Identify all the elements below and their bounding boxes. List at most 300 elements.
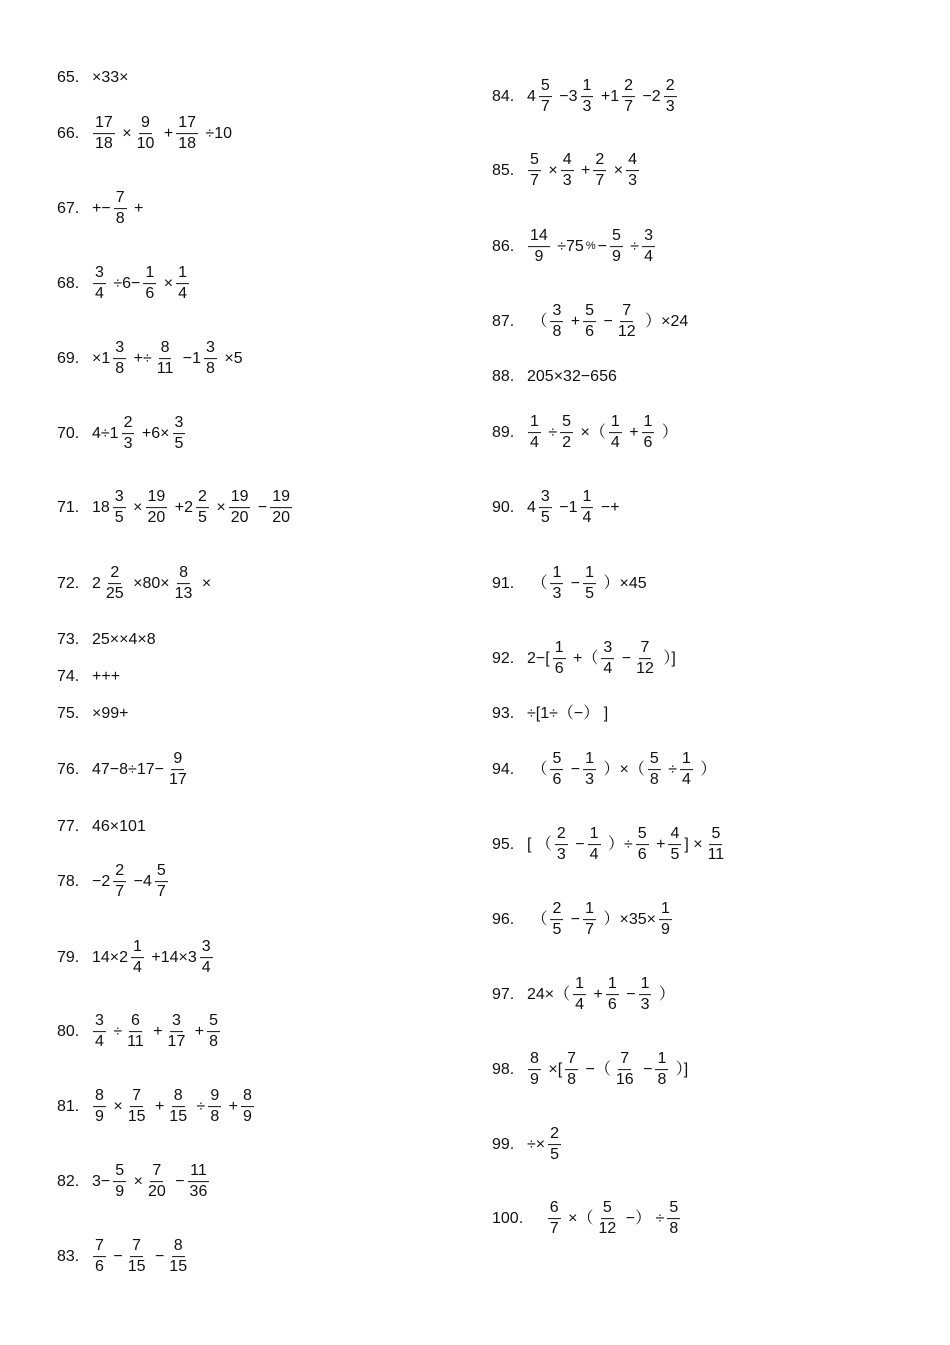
expression-text: +1 xyxy=(596,88,620,105)
problem-number: 72. xyxy=(57,575,80,592)
problem-number: 94. xyxy=(492,761,515,778)
fraction-numerator: 5 xyxy=(601,1199,614,1219)
expression-text: ÷ xyxy=(543,424,558,441)
fraction xyxy=(539,488,552,528)
expression-text: × xyxy=(117,125,132,142)
fraction-denominator: 6 xyxy=(554,660,564,678)
fraction-numerator: 2 xyxy=(664,77,677,97)
problem-number: 85. xyxy=(492,162,515,179)
fraction-denominator: 5 xyxy=(550,1146,560,1164)
fraction-denominator: 3 xyxy=(640,996,650,1014)
expression-text: ÷10 xyxy=(200,125,233,142)
fraction-denominator: 3 xyxy=(556,846,566,864)
expression-text: − xyxy=(566,911,581,928)
fraction-denominator: 9 xyxy=(243,1108,252,1126)
problem-item xyxy=(57,819,147,835)
fraction xyxy=(614,1050,636,1090)
problem-number: 81. xyxy=(57,1098,80,1115)
fraction-numerator: 8 xyxy=(172,1237,185,1257)
expression-text: + xyxy=(651,836,666,853)
fraction-numerator: 19 xyxy=(270,488,292,508)
fraction-denominator: 3 xyxy=(585,771,595,789)
fraction-denominator: 8 xyxy=(567,1071,577,1089)
fraction-numerator: 5 xyxy=(560,413,573,433)
expression-text: − xyxy=(570,836,585,853)
math-expression xyxy=(91,1087,256,1127)
fraction-denominator: 8 xyxy=(115,210,125,228)
expression-text: −3 xyxy=(554,88,578,105)
expression-text: ×[ xyxy=(543,1061,563,1078)
fraction-denominator: 11 xyxy=(707,846,725,864)
expression-text: −4 xyxy=(129,873,152,890)
fraction xyxy=(573,975,586,1015)
fraction-numerator: 5 xyxy=(610,227,623,247)
fraction-numerator: 1 xyxy=(573,975,586,995)
expression-text: − xyxy=(599,313,613,330)
fraction-numerator: 2 xyxy=(593,151,606,171)
fraction xyxy=(229,488,251,528)
fraction xyxy=(548,1199,561,1239)
fraction-denominator: 7 xyxy=(530,172,539,190)
fraction-denominator: 9 xyxy=(95,1108,104,1126)
math-expression xyxy=(91,189,144,229)
math-expression xyxy=(91,564,212,604)
problem-item xyxy=(57,632,157,648)
fraction-denominator: 4 xyxy=(95,285,104,303)
expression-text: ÷× xyxy=(527,1136,546,1153)
problem-item xyxy=(492,900,674,940)
fraction-numerator: 17 xyxy=(93,114,115,134)
fraction-denominator: 20 xyxy=(147,509,166,527)
problem-number: 71. xyxy=(57,499,80,516)
fraction xyxy=(528,151,541,191)
fraction xyxy=(93,1237,106,1277)
fraction xyxy=(636,825,649,865)
fraction xyxy=(528,413,541,453)
fraction-denominator: 9 xyxy=(530,1071,539,1089)
fraction xyxy=(208,1087,221,1127)
fraction-numerator: 2 xyxy=(196,488,209,508)
problem-number: 100. xyxy=(492,1210,524,1227)
fraction-denominator: 7 xyxy=(595,172,605,190)
fraction-numerator: 2 xyxy=(550,900,563,920)
fraction xyxy=(550,302,563,342)
fraction-denominator: 6 xyxy=(607,996,617,1014)
expression-text: ×80× xyxy=(128,575,170,592)
fraction-numerator: 5 xyxy=(113,1162,126,1182)
fraction-numerator: 7 xyxy=(150,1162,163,1182)
expression-text: +++ xyxy=(92,668,121,685)
fraction-numerator: 1 xyxy=(655,1050,668,1070)
fraction xyxy=(667,1199,680,1239)
expression-text: 4 xyxy=(527,499,536,516)
expression-text: +2 xyxy=(170,499,193,516)
fraction xyxy=(610,227,623,267)
problem-number: 91. xyxy=(492,575,515,592)
problem-item xyxy=(492,706,609,722)
problem-number: 78. xyxy=(57,873,80,890)
fraction xyxy=(583,900,596,940)
fraction-denominator: 25 xyxy=(105,585,124,603)
problem-item xyxy=(492,302,689,342)
fraction-denominator: 15 xyxy=(127,1258,146,1276)
problem-item xyxy=(492,825,728,865)
fraction xyxy=(655,1050,668,1090)
percent-sign: % xyxy=(585,240,596,253)
math-expression xyxy=(91,706,129,722)
fraction xyxy=(581,488,594,528)
fraction-denominator: 18 xyxy=(95,135,113,153)
math-expression xyxy=(526,151,641,191)
expression-text: −1 xyxy=(554,499,578,516)
problem-number: 70. xyxy=(57,425,80,442)
expression-text: ÷75 xyxy=(552,238,584,255)
fraction xyxy=(528,1050,541,1090)
fraction-numerator: 1 xyxy=(642,413,655,433)
fraction-denominator: 4 xyxy=(133,959,142,977)
fraction-numerator: 7 xyxy=(114,189,127,209)
fraction-numerator: 17 xyxy=(176,114,198,134)
problem-number: 75. xyxy=(57,705,80,722)
expression-text: 24×（ xyxy=(527,986,571,1003)
fraction-denominator: 4 xyxy=(201,959,211,977)
fraction-numerator: 1 xyxy=(639,975,652,995)
fraction-denominator: 11 xyxy=(127,1033,144,1051)
fraction xyxy=(634,639,656,679)
expression-text: 4 xyxy=(527,88,536,105)
fraction-numerator: 4 xyxy=(561,151,574,171)
math-expression xyxy=(91,414,187,454)
fraction xyxy=(609,413,622,453)
expression-text: − xyxy=(621,986,636,1003)
fraction-numerator: 3 xyxy=(173,414,186,434)
fraction-numerator: 19 xyxy=(229,488,251,508)
fraction-numerator: 2 xyxy=(622,77,635,97)
expression-text: + xyxy=(566,313,581,330)
problem-number: 95. xyxy=(492,836,515,853)
fraction-denominator: 8 xyxy=(210,1108,220,1126)
fraction-numerator: 3 xyxy=(113,339,126,359)
fraction xyxy=(528,227,550,267)
fraction-denominator: 10 xyxy=(136,135,155,153)
fraction xyxy=(135,114,157,154)
fraction-numerator: 1 xyxy=(609,413,622,433)
fraction-denominator: 9 xyxy=(611,248,621,266)
expression-text: ÷ xyxy=(625,238,640,255)
fraction-numerator: 5 xyxy=(207,1012,220,1032)
problem-number: 97. xyxy=(492,986,515,1003)
fraction-denominator: 4 xyxy=(610,434,620,452)
problem-item xyxy=(492,227,657,267)
fraction xyxy=(588,825,601,865)
fraction-denominator: 2 xyxy=(562,434,572,452)
fraction-numerator: 8 xyxy=(93,1087,106,1107)
problem-number: 68. xyxy=(57,275,80,292)
fraction xyxy=(125,1012,146,1052)
problem-item xyxy=(492,750,717,790)
fraction-denominator: 11 xyxy=(156,360,174,378)
fraction xyxy=(539,77,552,117)
expression-text: ）×45 xyxy=(599,575,647,592)
fraction xyxy=(143,264,156,304)
fraction xyxy=(560,413,573,453)
fraction xyxy=(173,564,195,604)
fraction-numerator: 3 xyxy=(93,264,106,284)
expression-text: ÷ xyxy=(663,761,677,778)
expression-text: + xyxy=(129,200,144,217)
fraction-numerator: 8 xyxy=(177,564,190,584)
expression-text: +6× xyxy=(137,425,170,442)
fraction-denominator: 8 xyxy=(206,360,215,378)
problem-number: 99. xyxy=(492,1136,515,1153)
fraction-numerator: 1 xyxy=(680,750,693,770)
fraction-numerator: 5 xyxy=(648,750,661,770)
fraction xyxy=(561,151,574,191)
fraction xyxy=(122,414,135,454)
fraction xyxy=(167,1237,189,1277)
problem-number: 86. xyxy=(492,238,515,255)
problem-item xyxy=(492,77,679,117)
problem-number: 67. xyxy=(57,200,80,217)
problem-item xyxy=(57,114,233,154)
fraction-denominator: 6 xyxy=(552,771,562,789)
fraction xyxy=(166,1012,188,1052)
expression-text: ）÷ xyxy=(603,836,633,853)
fraction xyxy=(648,750,661,790)
fraction xyxy=(626,151,639,191)
expression-text: −（ xyxy=(581,1061,611,1078)
fraction-denominator: 15 xyxy=(127,1108,146,1126)
fraction-denominator: 8 xyxy=(115,360,125,378)
fraction xyxy=(550,750,563,790)
problem-item xyxy=(57,938,215,978)
expression-text: × xyxy=(129,1173,143,1190)
fraction xyxy=(155,339,176,379)
problem-number: 98. xyxy=(492,1061,515,1078)
fraction-numerator: 3 xyxy=(539,488,552,508)
problem-number: 76. xyxy=(57,761,80,778)
math-expression xyxy=(91,819,147,835)
problem-item xyxy=(57,339,244,379)
expression-text: ） xyxy=(657,424,678,441)
math-expression xyxy=(91,114,233,154)
fraction-numerator: 3 xyxy=(204,339,217,359)
expression-text: （ xyxy=(527,575,548,592)
fraction-numerator: 1 xyxy=(581,488,594,508)
fraction-denominator: 8 xyxy=(649,771,659,789)
fraction-numerator: 7 xyxy=(130,1087,143,1107)
fraction-numerator: 3 xyxy=(170,1012,183,1032)
fraction-numerator: 6 xyxy=(129,1012,142,1032)
expression-text: ÷[1÷（−） ] xyxy=(527,705,609,722)
fraction-denominator: 20 xyxy=(230,509,249,527)
fraction-denominator: 3 xyxy=(628,172,638,190)
expression-text: −1 xyxy=(178,350,202,367)
problem-number: 84. xyxy=(492,88,515,105)
expression-text: 4÷1 xyxy=(92,425,119,442)
expression-text: + xyxy=(589,986,603,1003)
fraction-denominator: 4 xyxy=(582,509,592,527)
fraction-denominator: 20 xyxy=(272,509,291,527)
fraction xyxy=(642,413,655,453)
fraction xyxy=(550,564,563,604)
fraction-denominator: 4 xyxy=(682,771,691,789)
fraction-denominator: 4 xyxy=(589,846,599,864)
fraction xyxy=(93,114,115,154)
math-expression xyxy=(526,1125,563,1165)
math-expression xyxy=(526,302,689,342)
expression-text: ）×（ xyxy=(599,761,645,778)
expression-text: − xyxy=(170,1173,185,1190)
expression-text: × xyxy=(211,499,226,516)
problem-item xyxy=(492,369,618,385)
fraction xyxy=(659,900,672,940)
fraction xyxy=(601,639,614,679)
fraction xyxy=(668,825,681,865)
expression-text: 47−8÷17− xyxy=(92,761,164,778)
problem-item xyxy=(492,151,641,191)
expression-text: − xyxy=(566,575,581,592)
expression-text: + xyxy=(224,1098,239,1115)
fraction-denominator: 15 xyxy=(169,1258,188,1276)
fraction-denominator: 3 xyxy=(665,98,675,116)
problem-number: 88. xyxy=(492,368,515,385)
problem-item xyxy=(492,1199,682,1239)
math-expression xyxy=(91,750,191,790)
expression-text: + xyxy=(159,125,174,142)
expression-text: 2−[ xyxy=(527,650,550,667)
problem-item xyxy=(492,1050,689,1090)
fraction xyxy=(126,1237,148,1277)
fraction-numerator: 9 xyxy=(139,114,152,134)
fraction xyxy=(270,488,292,528)
fraction-denominator: 6 xyxy=(145,285,155,303)
problem-number: 90. xyxy=(492,499,515,516)
expression-text: − xyxy=(566,761,581,778)
fraction-numerator: 9 xyxy=(171,750,184,770)
expression-text: 3− xyxy=(92,1173,111,1190)
fraction-denominator: 17 xyxy=(168,771,187,789)
problem-item xyxy=(492,639,677,679)
fraction-denominator: 18 xyxy=(178,135,196,153)
fraction-numerator: 3 xyxy=(601,639,614,659)
fraction xyxy=(131,938,144,978)
problem-number: 74. xyxy=(57,668,80,685)
math-expression xyxy=(526,1199,682,1239)
expression-text: ×99+ xyxy=(92,705,129,722)
problem-item xyxy=(57,750,191,790)
math-expression xyxy=(91,632,157,648)
expression-text: ）] xyxy=(671,1061,689,1078)
expression-text: +÷ xyxy=(129,350,152,367)
expression-text: +14×3 xyxy=(146,949,197,966)
math-expression xyxy=(91,938,215,978)
fraction xyxy=(583,750,596,790)
problem-number: 92. xyxy=(492,650,515,667)
fraction xyxy=(207,1012,220,1052)
fraction-denominator: 5 xyxy=(585,585,595,603)
fraction-denominator: 3 xyxy=(123,435,133,453)
expression-text: ×5 xyxy=(219,350,243,367)
expression-text: + xyxy=(148,1023,163,1040)
fraction-denominator: 6 xyxy=(643,434,653,452)
math-expression xyxy=(91,70,129,86)
fraction-numerator: 7 xyxy=(565,1050,578,1070)
problem-item xyxy=(57,1162,211,1202)
expression-text: 18 xyxy=(92,499,110,516)
fraction-denominator: 12 xyxy=(598,1220,617,1238)
expression-text: （ xyxy=(527,313,548,330)
problem-item xyxy=(492,413,679,453)
expression-text: × xyxy=(197,575,212,592)
fraction-numerator: 4 xyxy=(668,825,681,845)
expression-text: − xyxy=(253,499,268,516)
problem-number: 65. xyxy=(57,69,80,86)
fraction-denominator: 8 xyxy=(552,323,562,341)
fraction xyxy=(642,227,655,267)
fraction xyxy=(550,900,563,940)
math-expression xyxy=(91,1162,211,1202)
math-expression xyxy=(526,413,679,453)
fraction-numerator: 1 xyxy=(550,564,563,584)
fraction-numerator: 3 xyxy=(113,488,126,508)
fraction-numerator: 3 xyxy=(93,1012,106,1032)
fraction-numerator: 1 xyxy=(588,825,601,845)
fraction-numerator: 5 xyxy=(709,825,722,845)
fraction xyxy=(606,975,619,1015)
fraction-numerator: 3 xyxy=(642,227,655,247)
fraction-numerator: 3 xyxy=(200,938,213,958)
fraction-numerator: 5 xyxy=(539,77,552,97)
fraction-denominator: 4 xyxy=(530,434,539,452)
problem-number: 89. xyxy=(492,424,515,441)
fraction-denominator: 6 xyxy=(637,846,647,864)
fraction xyxy=(113,488,126,528)
problem-item xyxy=(57,564,212,604)
fraction-denominator: 7 xyxy=(624,98,633,116)
fraction-denominator: 7 xyxy=(156,883,166,901)
math-expression xyxy=(91,1237,191,1277)
problem-item xyxy=(57,706,129,722)
fraction-numerator: 1 xyxy=(176,264,189,284)
math-expression xyxy=(91,862,170,902)
expression-text: −2 xyxy=(92,873,111,890)
fraction xyxy=(596,1199,618,1239)
fraction-denominator: 6 xyxy=(95,1258,104,1276)
expression-text: ×1 xyxy=(92,350,111,367)
fraction-denominator: 4 xyxy=(95,1033,104,1051)
fraction xyxy=(188,1162,210,1202)
fraction-numerator: 5 xyxy=(528,151,541,171)
expression-text: − xyxy=(108,1248,123,1265)
fraction xyxy=(173,414,186,454)
problem-number: 87. xyxy=(492,313,515,330)
fraction xyxy=(114,189,127,229)
fraction-denominator: 13 xyxy=(174,585,193,603)
problem-item xyxy=(492,975,676,1015)
fraction-denominator: 12 xyxy=(636,660,654,678)
fraction-denominator: 7 xyxy=(585,921,595,939)
fraction-denominator: 8 xyxy=(209,1033,219,1051)
fraction xyxy=(113,339,126,379)
fraction-denominator: 5 xyxy=(114,509,124,527)
fraction-denominator: 20 xyxy=(147,1183,166,1201)
fraction xyxy=(241,1087,254,1127)
fraction-denominator: 5 xyxy=(540,509,550,527)
fraction xyxy=(555,825,568,865)
fraction-numerator: 7 xyxy=(93,1237,106,1257)
expression-text: +− xyxy=(92,200,111,217)
